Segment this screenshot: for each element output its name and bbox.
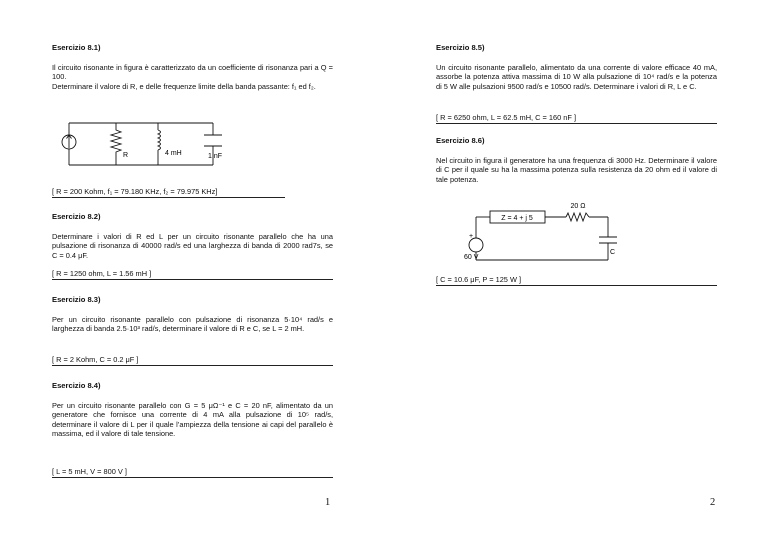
exercise-text: Per un circuito risonante parallelo con pulsazione di risonanza 5·10⁴ rad/s e larghezza di banda 2.5·10³ rad/s, determinare il valore di R e C, se L = 2 mH. bbox=[52, 315, 333, 334]
exercise-text bbox=[52, 63, 333, 91]
inductor-label: 4 mH bbox=[165, 150, 182, 157]
current-source-icon bbox=[62, 135, 76, 149]
exercise-answer: [ C = 10.6 μF, P = 125 W ] bbox=[436, 275, 717, 286]
page-number: 2 bbox=[710, 497, 716, 508]
exercise-title: Esercizio 8.5) bbox=[436, 43, 485, 52]
exercise-text: Per un circuito risonante parallelo con G = 5 μΩ⁻¹ e C = 20 nF, alimentato da un generatore che fornisce una corrente di 4 mA alla pulsazione di 10⁵ rad/s, determinare il valore di L per il quale l’ampiezza della tensione ai capi del parallelo è massima, ed il valore di tale tensione. bbox=[52, 401, 333, 438]
exercise-line: Determinare il valore di R, e delle frequenze limite della banda passante: f₁ ed f₂. bbox=[52, 81, 316, 91]
exercise-answer: [ R = 1250 ohm, L = 1.56 mH ] bbox=[52, 269, 333, 280]
voltage-source-icon bbox=[469, 238, 483, 252]
exercise-title: Esercizio 8.6) bbox=[436, 136, 485, 145]
exercise-answer: [ R = 6250 ohm, L = 62.5 mH, C = 160 nF ] bbox=[436, 113, 717, 124]
exercise-answer: [ R = 200 Kohm, f₁ = 79.180 KHz, f₂ = 79.975 KHz] bbox=[52, 187, 285, 198]
exercise-text: Determinare i valori di R ed L per un circuito risonante parallelo che ha una pulsazione di risonanza di 40000 rad/s ed una larghezza di banda di 2000 rad7s, se C = 0.4 μF. bbox=[52, 232, 333, 260]
impedance-label: Z = 4 + j 5 bbox=[501, 215, 533, 222]
exercise-title: Esercizio 8.3) bbox=[52, 295, 101, 304]
plus-sign: + bbox=[469, 233, 474, 240]
resistor-icon bbox=[111, 123, 121, 165]
parallel-rlc-circuit-figure bbox=[58, 118, 228, 178]
voltage-label: 60 V bbox=[464, 254, 479, 261]
exercise-line: Il circuito risonante in figura è caratterizzato da un coefficiente di risonanza pari a Q = 100. bbox=[52, 63, 333, 82]
resistor-label: 20 Ω bbox=[570, 203, 586, 210]
capacitor-label: C bbox=[610, 249, 616, 256]
inductor-icon bbox=[158, 123, 161, 165]
resistor-icon bbox=[566, 213, 589, 221]
exercise-text: Un circuito risonante parallelo, alimentato da una corrente di valore efficace 40 mA, assorbe la potenza attiva massima di 10 W alla pulsazione di 10⁴ rad/s e la potenza di 5 W alle pulsazioni 9500 rad/s e 10500 rad/s. Determinare i valori di R, L e C. bbox=[436, 63, 717, 91]
exercise-answer: [ L = 5 mH, V = 800 V ] bbox=[52, 467, 333, 478]
page-number: 1 bbox=[325, 497, 331, 508]
page-2 bbox=[384, 0, 768, 543]
exercise-text: Nel circuito in figura il generatore ha una frequenza di 3000 Hz. Determinare il valore di C per il quale su ha la massima potenza sulla resistenza da 20 ohm ed il valore di tale potenza. bbox=[436, 156, 717, 184]
capacitor-label: 1 nF bbox=[208, 153, 223, 160]
exercise-title: Esercizio 8.4) bbox=[52, 381, 101, 390]
series-circuit-figure bbox=[444, 198, 624, 268]
exercise-title: Esercizio 8.1) bbox=[52, 43, 101, 52]
exercise-title: Esercizio 8.2) bbox=[52, 212, 101, 221]
exercise-answer: [ R = 2 Kohm, C = 0.2 μF ] bbox=[52, 355, 333, 366]
resistor-label: R bbox=[123, 152, 129, 159]
